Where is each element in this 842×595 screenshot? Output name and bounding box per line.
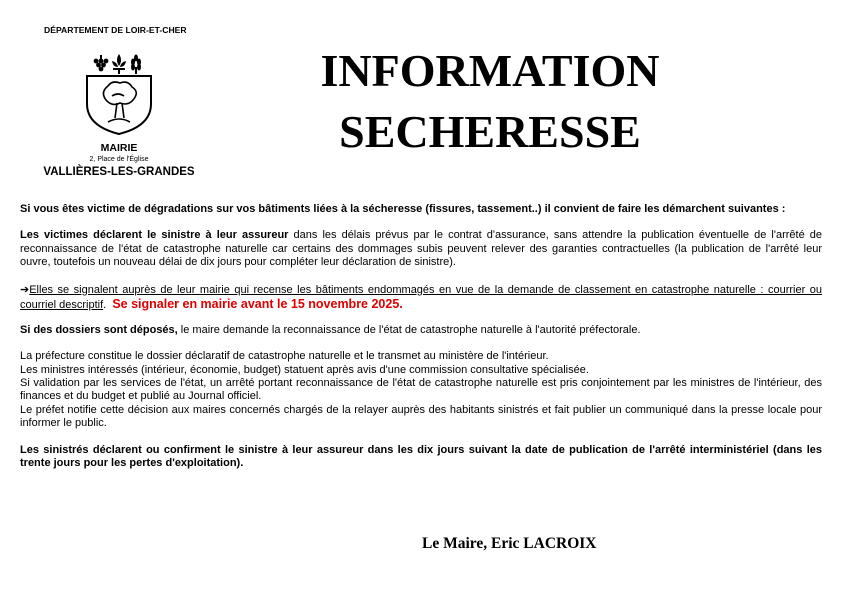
mairie-signal-paragraph [20,283,822,313]
town-name: VALLIÈRES-LES-GRANDES [43,166,195,178]
signal-underlined-text: Elles se signalent auprès de leur mairie qui recense les bâtiments endommagés en vue de la demande de classement en catastrophe naturelle : courrier ou courriel descriptif [20,283,822,312]
mairie-label: MAIRIE [100,142,138,154]
dossiers-paragraph [20,324,822,337]
signal-dot: . [103,299,107,312]
mairie-address: 2, Place de l'Église [89,156,149,163]
title-line-2: SECHERESSE [339,106,641,157]
document-body [20,203,822,470]
signature: Le Maire, Eric LACROIX [422,535,597,552]
coat-of-arms-icon [84,52,154,136]
department-name: DÉPARTEMENT DE LOIR-ET-CHER [44,25,187,35]
dossiers-text: le maire demande la reconnaissance de l'état de catastrophe naturelle à l'autorité préfectorale. [177,323,641,336]
mairie-block [40,142,198,179]
arrow-icon: ➔ [20,283,30,296]
procedure-line-4: Le préfet notifie cette décision aux maires concernés chargés de la relayer auprès des habitants sinistrés et fait publier un communiqué dans la presse locale pour informer le public. [20,403,822,430]
procedure-line-2: Les ministres intéressés (intérieur, économie, budget) statuent après avis d'une commission consultative spécialisée. [20,363,589,376]
title-line-1: INFORMATION [320,45,660,96]
page-title [300,40,680,162]
dossiers-bold: Si des dossiers sont déposés, [20,323,178,336]
victims-paragraph [20,229,822,269]
intro-paragraph [20,203,822,216]
victims-text: dans les délais prévus par le contrat d'assurance, sans attendre la publication éventuelle de l'arrêté de reconnaissance de l'état de catastrophe naturelle car certains des dommages subis peuvent relever des garanties contractuelles (la publication de l'arrêté leur ouvre, toutefois un nouveau délai de dix jours pour compléter leur déclaration de sinistre). [20,229,822,269]
final-text: Les sinistrés déclarent ou confirment le sinistre à leur assureur dans les dix jours suivant la date de publication de l'arrêté interministériel (dans les trente jours pour les pertes d'exploitation). [20,443,822,470]
intro-text: Si vous êtes victime de dégradations sur vos bâtiments liées à la sécheresse (fissures, tassement..) il convient de faire les démarchent suivantes : [20,203,786,215]
deadline-highlight: Se signaler en mairie avant le 15 novembre 2025. [112,297,403,312]
victims-bold: Les victimes déclarent le sinistre à leur assureur [20,229,289,242]
procedure-line-1: La préfecture constitue le dossier déclaratif de catastrophe naturelle et le transmet au ministère de l'intérieur. [20,350,549,363]
final-paragraph [20,444,822,471]
procedure-line-3: Si validation par les services de l'état, un arrêté portant reconnaissance de l'état de catastrophe naturelle est pris conjointement par les ministres de l'intérieur, des finances et du budget et publié au Journal officiel. [20,377,822,403]
